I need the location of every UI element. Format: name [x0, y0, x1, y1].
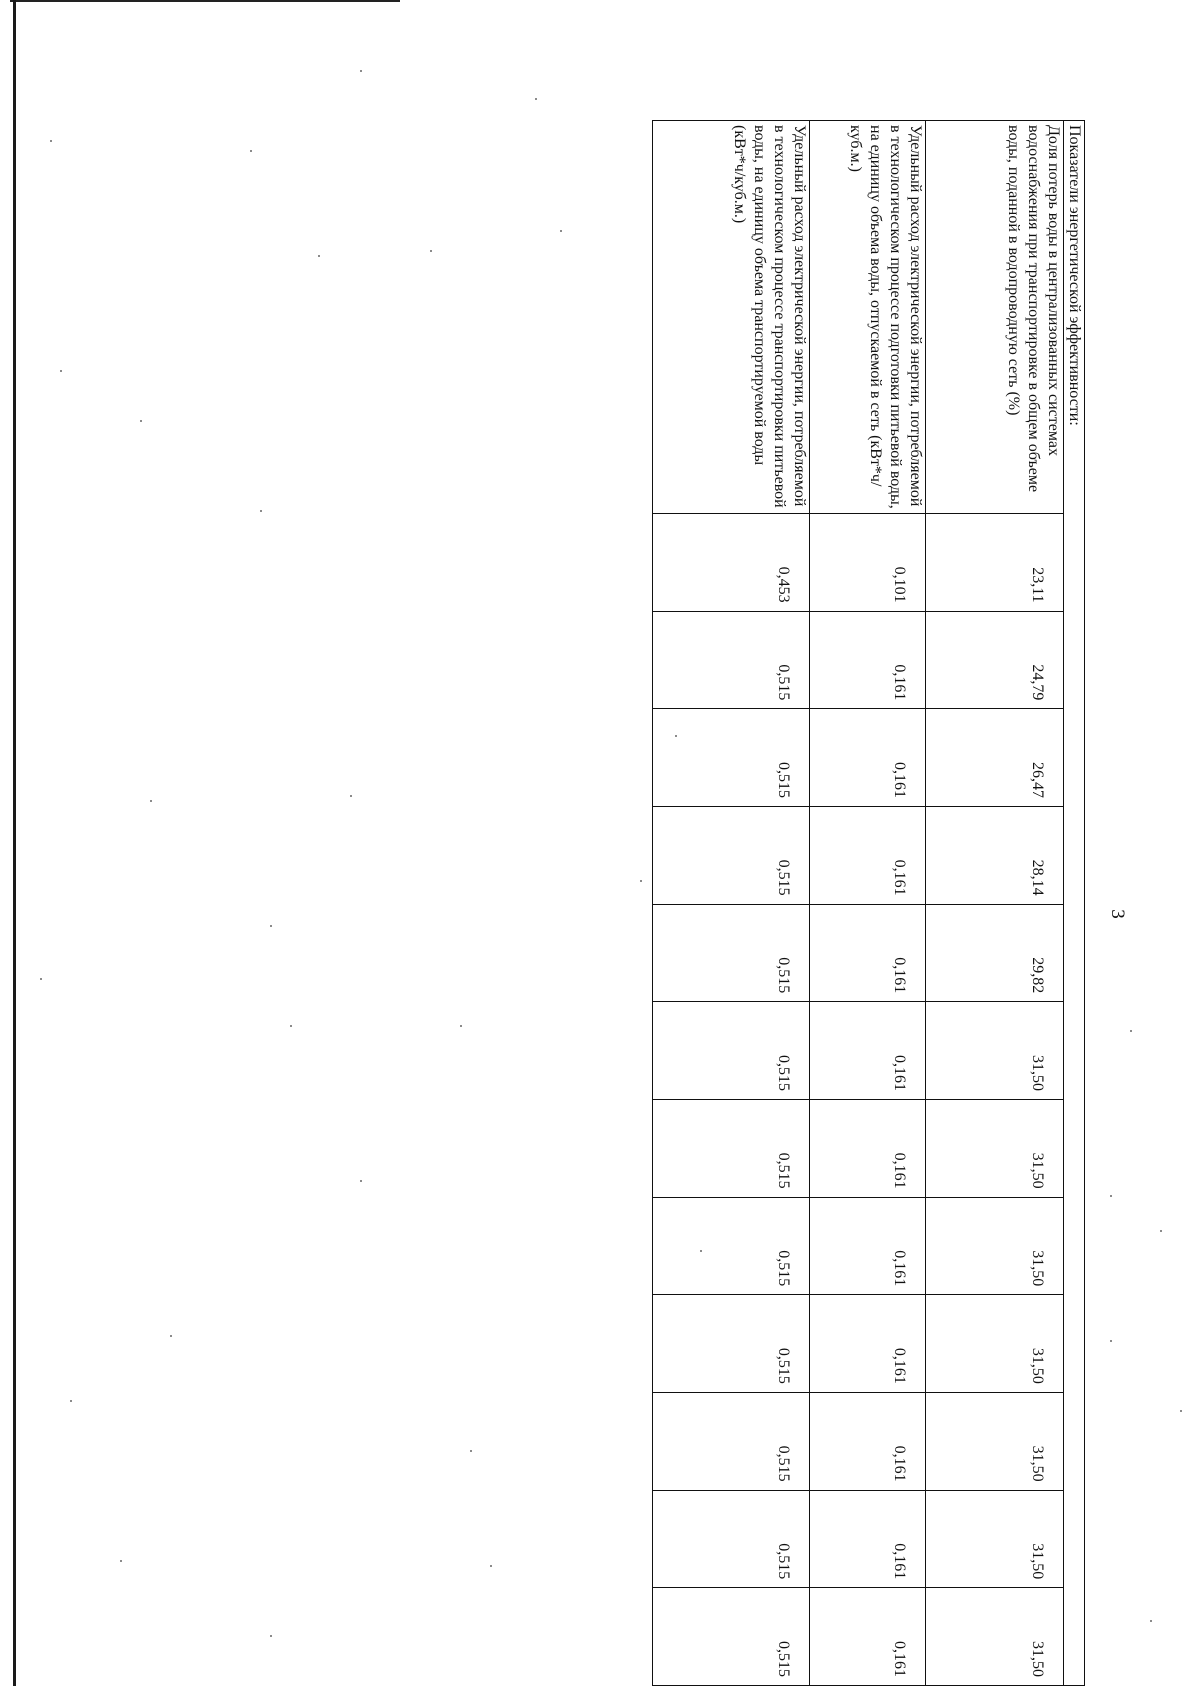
- scan-speck: [50, 140, 52, 142]
- table-cell: 0,161: [810, 1295, 926, 1393]
- table-cell: 0,515: [653, 1099, 810, 1197]
- table-cell: 0,453: [653, 514, 810, 612]
- energy-efficiency-table: [652, 120, 1085, 1686]
- table-cell: 26,47: [926, 709, 1064, 807]
- scan-speck: [70, 1400, 72, 1402]
- scan-speck: [270, 1635, 272, 1637]
- table-cell: 0,515: [653, 1197, 810, 1295]
- page-number: 3: [1106, 909, 1128, 919]
- table-cell: 31,50: [926, 1490, 1064, 1588]
- table-cell: 0,161: [810, 1099, 926, 1197]
- scan-speck: [1110, 1340, 1112, 1342]
- row-label: Удельный расход электрической энергии, потребляемой в технологическом процессе транспортировки питьевой воды, на единицу объема транспортируемой воды (кВт*ч/куб.м.): [653, 121, 810, 514]
- table-cell: 31,50: [926, 1392, 1064, 1490]
- table-cell: 31,50: [926, 1099, 1064, 1197]
- scan-speck: [535, 98, 537, 100]
- table-cell: 24,79: [926, 611, 1064, 709]
- table-cell: 0,161: [810, 1588, 926, 1686]
- scan-edge-left: [13, 0, 16, 1686]
- rotated-table-container: [290, 120, 1085, 1686]
- table-cell: 0,515: [653, 1490, 810, 1588]
- table-cell: 0,161: [810, 1392, 926, 1490]
- table-cell: 0,515: [653, 1588, 810, 1686]
- scan-speck: [40, 978, 42, 980]
- scan-speck: [120, 1560, 122, 1562]
- table-cell: 0,161: [810, 1002, 926, 1100]
- scan-speck: [1160, 1230, 1162, 1232]
- scan-speck: [170, 1335, 172, 1337]
- scan-speck: [1150, 1620, 1152, 1622]
- table-cell: 0,161: [810, 904, 926, 1002]
- scan-speck: [1130, 1030, 1132, 1032]
- table-header-cell: Показатели энергетической эффективности:: [1064, 121, 1085, 1686]
- table-row: [653, 121, 810, 1686]
- table-cell: 0,515: [653, 611, 810, 709]
- scan-speck: [260, 510, 262, 512]
- scan-speck: [140, 420, 142, 422]
- scan-speck: [250, 150, 252, 152]
- scan-edge-top: [10, 0, 400, 2]
- table-cell: 0,101: [810, 514, 926, 612]
- table-cell: 0,161: [810, 611, 926, 709]
- row-label: Удельный расход электрической энергии, потребляемой в технологическом процессе подготовки питьевой воды, на единицу объема воды, отпускаемой в сеть (кВт*ч/куб.м.): [810, 121, 926, 514]
- table-cell: 28,14: [926, 806, 1064, 904]
- table-cell: 0,515: [653, 1002, 810, 1100]
- table-cell: 0,161: [810, 806, 926, 904]
- table-cell: 23,11: [926, 514, 1064, 612]
- scan-speck: [1110, 1195, 1112, 1197]
- row-label: Доля потерь воды в централизованных системах водоснабжения при транспортировке в общем объеме воды, поданной в водопроводную сеть (%): [926, 121, 1064, 514]
- scan-speck: [150, 800, 152, 802]
- table-cell: 29,82: [926, 904, 1064, 1002]
- scan-speck: [1180, 1410, 1182, 1412]
- table-cell: 0,515: [653, 709, 810, 807]
- table-cell: 0,161: [810, 709, 926, 807]
- scan-speck: [60, 370, 62, 372]
- table-row: [810, 121, 926, 1686]
- scan-speck: [360, 70, 362, 72]
- scan-speck: [270, 925, 272, 927]
- table-cell: 31,50: [926, 1197, 1064, 1295]
- table-cell: 31,50: [926, 1002, 1064, 1100]
- table-cell: 0,515: [653, 1295, 810, 1393]
- table-cell: 0,515: [653, 904, 810, 1002]
- table-cell: 0,515: [653, 806, 810, 904]
- table-cell: 0,161: [810, 1197, 926, 1295]
- table-cell: 0,515: [653, 1392, 810, 1490]
- table-cell: 31,50: [926, 1588, 1064, 1686]
- table-row: [926, 121, 1064, 1686]
- table-cell: 0,161: [810, 1490, 926, 1588]
- table-cell: 31,50: [926, 1295, 1064, 1393]
- table-header-row: [1064, 121, 1085, 1686]
